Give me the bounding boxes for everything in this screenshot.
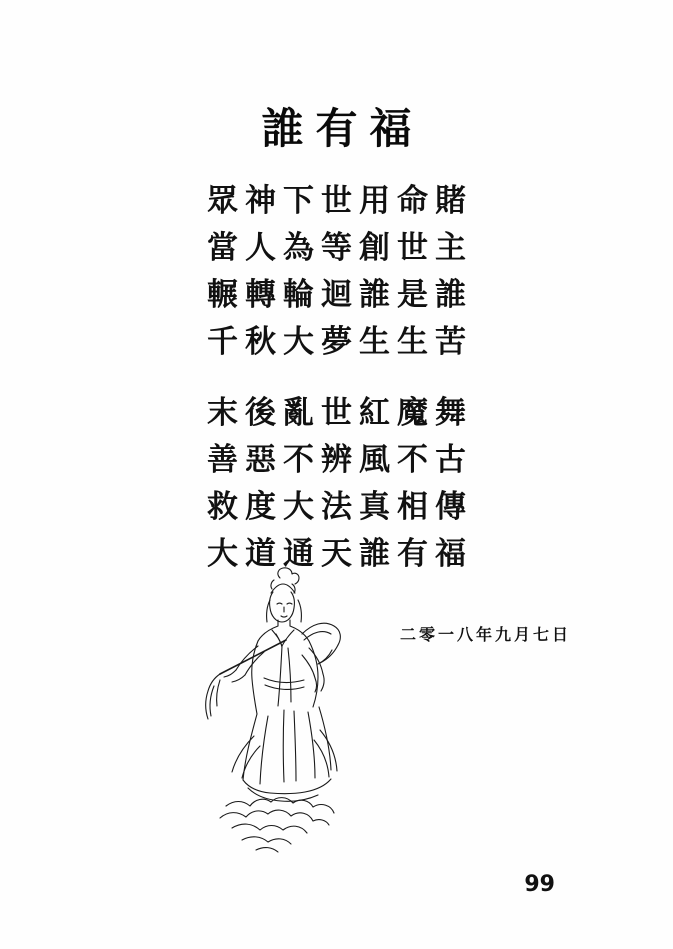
poem-line: 善惡不辨風不古 bbox=[207, 442, 473, 478]
poem-body bbox=[0, 178, 673, 578]
celestial-maiden-illustration bbox=[168, 560, 398, 880]
page-number: 99 bbox=[524, 872, 555, 897]
poem-line: 大道通天誰有福 bbox=[207, 536, 473, 572]
poem-line: 輾轉輪迴誰是誰 bbox=[207, 277, 473, 313]
poem-stanza bbox=[0, 178, 673, 366]
page-title: 誰有福 bbox=[261, 104, 424, 153]
poem-line: 眾神下世用命賭 bbox=[207, 183, 473, 219]
poem-line: 救度大法真相傳 bbox=[207, 489, 473, 525]
poem-date: 二零一八年九月七日 bbox=[400, 625, 572, 644]
poem-line: 千秋大夢生生苦 bbox=[207, 324, 473, 360]
poem-line: 末後亂世紅魔舞 bbox=[207, 395, 473, 431]
poem-stanza bbox=[0, 390, 673, 578]
poem-line: 當人為等創世主 bbox=[207, 230, 473, 266]
